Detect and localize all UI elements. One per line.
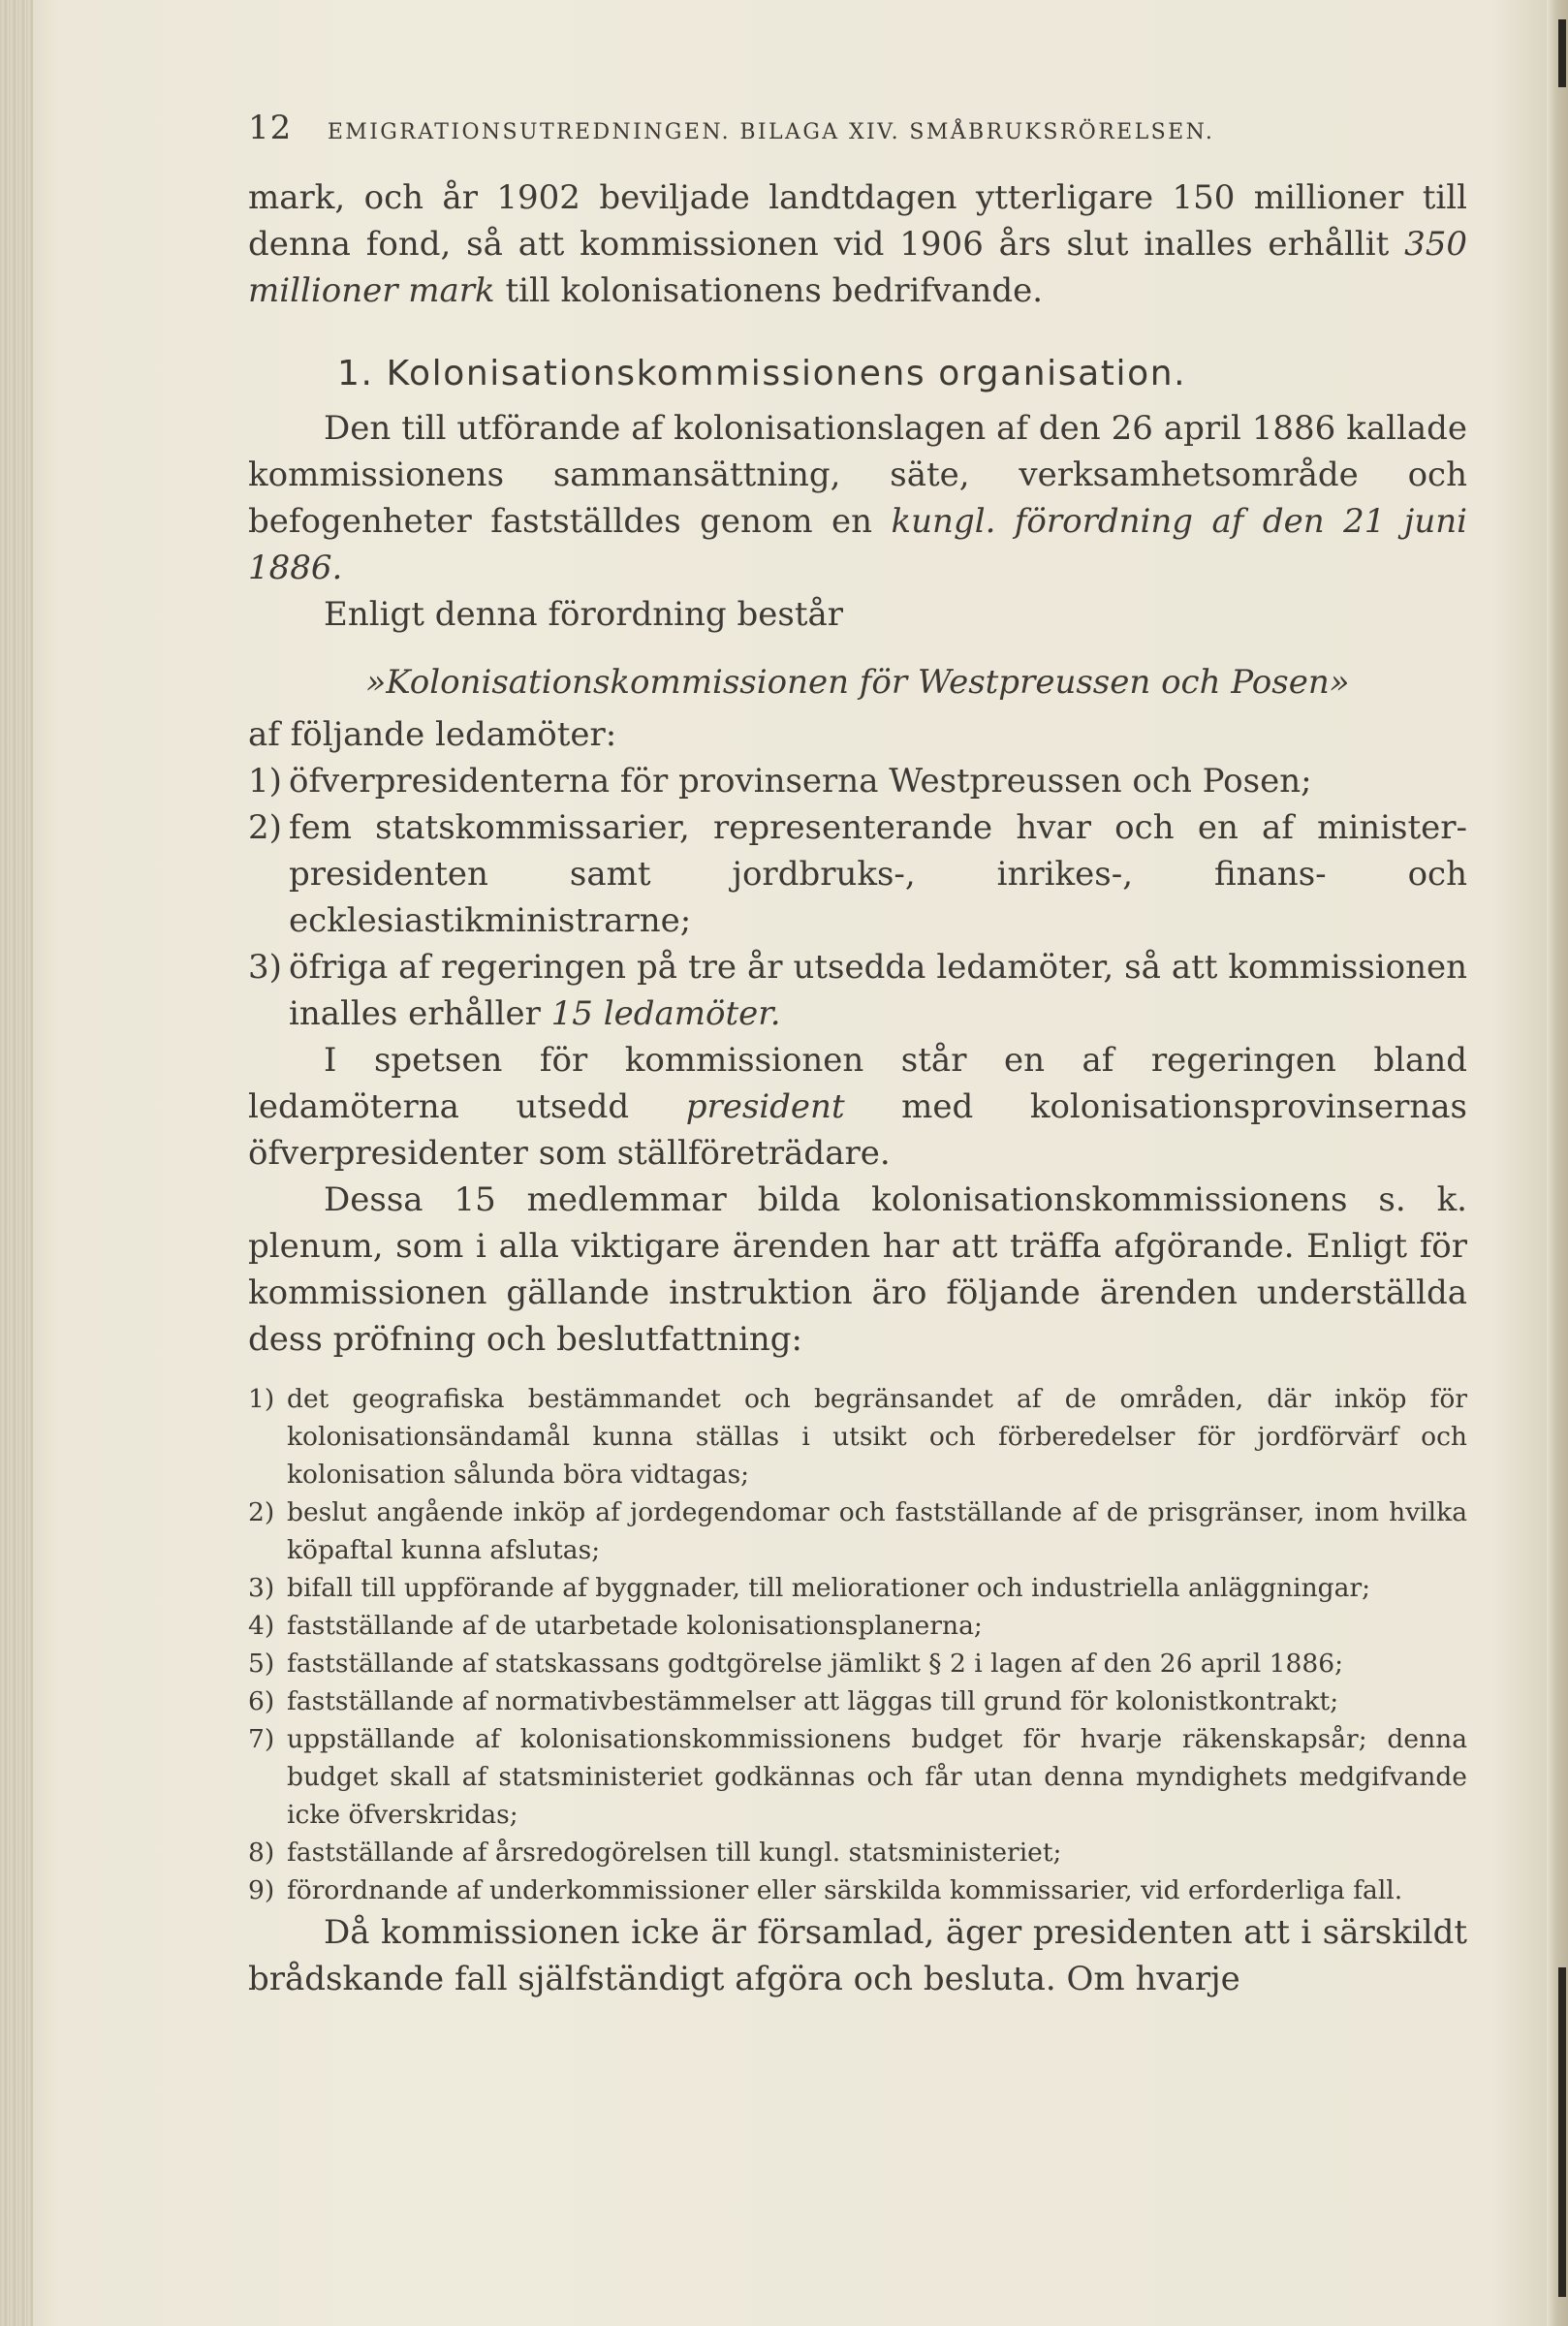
list-number: 1)	[248, 1384, 275, 1414]
list-number: 4)	[248, 1611, 275, 1641]
list-text: fastställande af de utarbetade kolonisationsplanerna;	[287, 1611, 983, 1641]
intro-paragraph	[248, 174, 1467, 314]
edge-shadow-top	[1558, 19, 1566, 87]
paragraph-4: Dessa 15 medlemmar bilda kolonisationskommissionens s. k. plenum, som i alla viktigare ärenden har att träffa afgörande. Enligt för kommissionen gällande instruktion äro följande ärenden underställda dess pröfning och beslutfattning:	[248, 1180, 1467, 1359]
list-item	[248, 804, 1467, 944]
paragraph-2: Enligt denna förordning består	[324, 595, 844, 634]
list-text	[289, 944, 1467, 1037]
list-number: 1)	[248, 762, 282, 801]
list-text: fastställande af årsredogörelsen till kungl. statsministeriet;	[287, 1838, 1062, 1868]
list-text: fastställande af normativbestämmelser att läggas till grund för kolonistkontrakt;	[287, 1686, 1339, 1716]
running-head	[248, 109, 1459, 147]
list-text: bifall till uppförande af byggnader, till meliorationer och industriella anläggningar;	[287, 1573, 1371, 1603]
paragraph-1-emphasis: kungl. förordning af den 21 juni 1886.	[248, 502, 1467, 587]
list-number: 2)	[248, 808, 282, 847]
list-number: 6)	[248, 1686, 275, 1716]
paragraph-3-emphasis: president	[685, 1087, 845, 1126]
list-item	[248, 1493, 1467, 1569]
list-number: 3)	[248, 948, 282, 987]
list-item	[248, 1834, 1467, 1871]
paragraph-3	[248, 1037, 1467, 1177]
list-item	[248, 1569, 1467, 1607]
list-text: fastställande af statskassans godtgörelse jämlikt § 2 i lagen af den 26 april 1886;	[287, 1649, 1344, 1679]
list-text: uppställande af kolonisationskommissionens budget för hvarje räkenskapsår; denna budget skall af statsministeriet godkännas och får utan denna myndighets medgifvande icke öfverskridas;	[287, 1724, 1467, 1830]
list-text: beslut angående inköp af jordegendomar och fastställande af de prisgränser, inom hvilka köpaftal kunna afslutas;	[287, 1497, 1467, 1565]
binding-edge	[0, 0, 33, 2326]
page-edge-right	[1547, 0, 1568, 2326]
intro-text: mark, och år 1902 beviljade landtdagen ytterligare 150 millioner till denna fond, så att kommissionen vid 1906 års slut inalles erhållit	[248, 178, 1467, 264]
list-item	[248, 1380, 1467, 1493]
list-item	[248, 1720, 1467, 1834]
list-item	[248, 1645, 1467, 1682]
list-number: 3)	[248, 1573, 275, 1603]
matters-list	[248, 1380, 1467, 1909]
list-item	[248, 944, 1467, 1037]
list-text-plain: öfriga af regeringen på tre år utsedda ledamöter, så att kommissionen inalles erhåller	[289, 948, 1467, 1033]
edge-shadow-bottom	[1558, 1967, 1566, 2297]
list-number: 8)	[248, 1838, 275, 1868]
paragraph-1-text: Den till utförande af kolonisationslagen af den 26 april 1886 kallade kommissionens sammansättning, säte, verksamhetsområde och befogenheter fastställdes genom en	[248, 409, 1467, 541]
list-number: 5)	[248, 1649, 275, 1679]
page-number: 12	[248, 109, 293, 147]
running-title: EMIGRATIONSUTREDNINGEN. BILAGA XIV. SMÅBRUKSRÖRELSEN.	[327, 120, 1215, 144]
list-item	[248, 1682, 1467, 1720]
list-number: 7)	[248, 1724, 275, 1754]
list-text: det geografiska bestämmandet och begränsandet af de områden, där inköp för kolonisationsändamål kunna ställas i utsikt och förberedelser för jordförvärf och kolonisation sålunda böra vidtagas;	[287, 1384, 1467, 1490]
members-intro: af följande ledamöter:	[248, 715, 617, 754]
paragraph-3-text-end: med kolonisationsprovinsernas öfverpresidenter som ställföreträdare.	[248, 1087, 1467, 1173]
intro-text-end: till kolonisationens bedrifvande.	[494, 271, 1044, 310]
list-text-emphasis: 15 ledamöter.	[550, 994, 781, 1033]
list-text: öfverpresidenterna för provinserna Westpreussen och Posen;	[289, 762, 1312, 801]
list-number: 2)	[248, 1497, 275, 1527]
commission-title: »Kolonisationskommissionen för Westpreussen och Posen»	[365, 663, 1350, 702]
list-item	[248, 758, 1467, 804]
paragraph-1	[248, 405, 1467, 591]
list-text: fem statskommissarier, representerande hvar och en af minister-presidenten samt jordbruks-, inrikes-, finans- och ecklesiastikministrarne;	[289, 808, 1467, 940]
list-number: 9)	[248, 1875, 275, 1905]
paragraph-3-text: I spetsen för kommissionen står en af regeringen bland ledamöterna utsedd	[248, 1041, 1467, 1126]
section-heading: 1. Kolonisationskommissionens organisation.	[337, 354, 1187, 393]
page-body	[248, 174, 1467, 2002]
intro-emphasis: 350 millioner mark	[248, 225, 1467, 310]
list-item	[248, 1607, 1467, 1645]
list-item	[248, 1871, 1467, 1909]
paragraph-5: Då kommissionen icke är församlad, äger presidenten att i särskildt brådskande fall själfständigt afgöra och besluta. Om hvarje	[248, 1913, 1467, 1998]
list-text: förordnande af underkommissioner eller särskilda kommissarier, vid erforderliga fall.	[287, 1875, 1403, 1905]
